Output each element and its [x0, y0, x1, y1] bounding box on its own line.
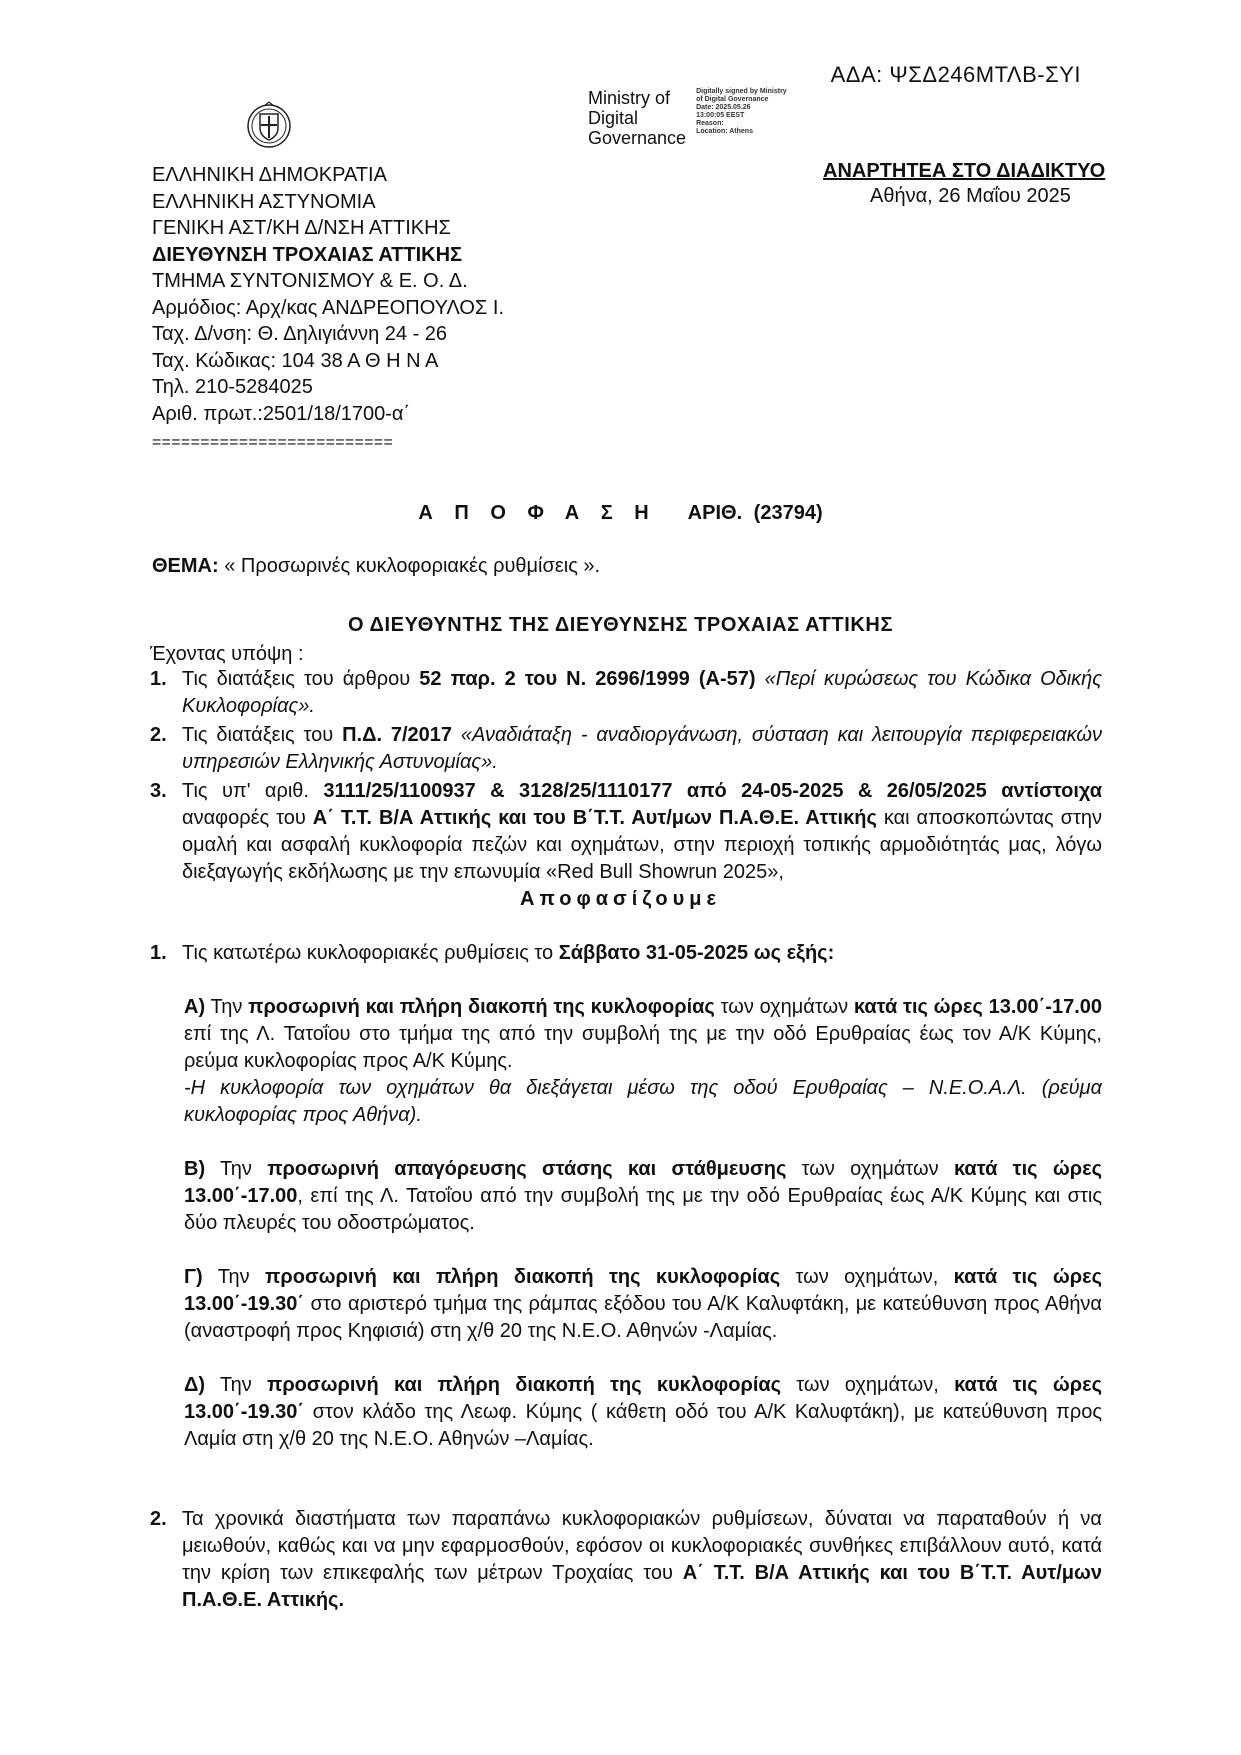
decision-label: Α Π Ο Φ Α Σ Η [418, 502, 654, 524]
having-regard: Έχοντας υπόψη : [150, 643, 304, 665]
text: Τις υπ' αριθ. [182, 780, 324, 802]
ada-code: ΑΔΑ: ΨΣΔ246ΜΤΛΒ-ΣΥΙ [830, 62, 1081, 87]
decision-title [0, 502, 1241, 525]
text: των οχημάτων, [781, 1374, 955, 1396]
signature-detail-line: Digitally signed by Ministry [696, 88, 787, 95]
signature-details [696, 88, 816, 148]
decision-item-2 [150, 1506, 1102, 1614]
bold-text: Α΄ Τ.Τ. Β/Α Αττικής και του Β΄Τ.Τ. Αυτ/μων Π.Α.Θ.Ε. Αττικής [312, 807, 877, 829]
bold-text: Π.Δ. 7/2017 [342, 724, 453, 746]
text: στον κλάδο της Λεωφ. Κύμης ( κάθετη οδό του Α/Κ Καλυφτάκη), με κατεύθυνση προς Λαμία στη χ/θ 20 της Ν.Ε.Ο. Αθηνών –Λαμίας. [184, 1401, 1102, 1450]
text: Την [205, 996, 249, 1018]
measure-c [184, 1264, 1102, 1345]
item-number: 2. [150, 724, 167, 746]
bold-text: κατά τις ώρες 13.00΄-19.30΄ [184, 1374, 1102, 1423]
bold-text: Α΄ Τ.Τ. Β/Α Αττικής και του Β΄Τ.Τ. Αυτ/μων Π.Α.Θ.Ε. Αττικής. [182, 1562, 1103, 1611]
director-title: Ο ΔΙΕΥΘΥΝΤΗΣ ΤΗΣ ΔΙΕΥΘΥΝΣΗΣ ΤΡΟΧΑΙΑΣ ΑΤΤΙΚΗΣ [347, 614, 894, 636]
bold-text: προσωρινή και πλήρη διακοπή της κυκλοφορίας [267, 1374, 782, 1396]
signature-detail-line: 13:00:05 EEST [696, 112, 745, 119]
bold-text: 52 παρ. 2 του Ν. 2696/1999 (Α-57) [419, 668, 756, 690]
text: επί της Λ. Τατοΐου στο τμήμα της από την συμβολή της με την οδό Ερυθραίας έως τον Α/Κ Κύμης, ρεύμα κυκλοφορίας προς Α/Κ Κύμης. [184, 1023, 1102, 1072]
sender-line: ΕΛΛΗΝΙΚΗ ΔΗΜΟΚΡΑΤΙΑ [152, 164, 387, 186]
text: Τα χρονικά διαστήματα των παραπάνω κυκλοφοριακών ρυθμίσεων, δύναται να παραταθούν ή να μειωθούν, καθώς και να μην εφαρμοσθούν, εφόσον οι κυκλοφοριακές συνθήκες επιβάλλουν αυτό, κατά την κρίση των επικεφαλής των μέτρων Τροχαίας του [182, 1508, 1102, 1584]
item-number: 1. [150, 668, 167, 690]
sender-line: Αριθ. πρωτ.:2501/18/1700-α΄ [152, 402, 411, 425]
italic-text: -Η κυκλοφορία των οχημάτων θα διεξάγεται μέσω της οδού Ερυθραίας – Ν.Ε.Ο.Α.Λ. (ρεύμα κυκλοφορίας προς Αθήνα). [184, 1077, 1102, 1126]
sender-line: ΕΛΛΗΝΙΚΗ ΑΣΤΥΝΟΜΙΑ [152, 190, 376, 213]
text: των οχημάτων [786, 1158, 954, 1180]
decision-number: ΑΡΙΘ. (23794) [687, 502, 823, 524]
bold-text: κατά τις ώρες 13.00΄-19.30΄ [184, 1266, 1102, 1315]
consideration-3 [150, 778, 1102, 886]
subject-label: ΘΕΜΑ: [152, 555, 219, 577]
text: των οχημάτων [714, 996, 854, 1018]
signature-org [588, 88, 686, 148]
sender-block [152, 162, 504, 427]
text [756, 668, 765, 690]
subject [152, 555, 600, 578]
bold-text: προσωρινή και πλήρη διακοπή της κυκλοφορίας [248, 996, 715, 1018]
text: Τις κατωτέρω κυκλοφοριακές ρυθμίσεις το [182, 942, 559, 964]
sender-line: Ταχ. Δ/νση: Θ. Δηλιγιάννη 24 - 26 [152, 323, 448, 345]
signature-detail-line: Location: Athens [696, 128, 753, 135]
signature-org-line: Ministry of [588, 88, 671, 108]
sender-line: Ταχ. Κώδικας: 104 38 Α Θ Η Ν Α [152, 349, 439, 372]
item-number: 2. [150, 1508, 167, 1530]
bold-text: κατά τις ώρες 13.00΄-17.00 [184, 1158, 1102, 1207]
decision-item-1 [150, 940, 1102, 967]
measure-d [184, 1372, 1102, 1453]
measure-b [184, 1156, 1102, 1237]
item-number: 1. [150, 942, 167, 964]
separator-line: ========================= [152, 434, 394, 451]
consideration-1 [150, 666, 1102, 720]
text: Την [202, 1266, 266, 1288]
signature-org-line: Governance [588, 128, 687, 148]
consideration-2 [150, 722, 1102, 776]
italic-text: «Περί κυρώσεως του Κώδικα Οδικής Κυκλοφορίας». [182, 668, 1103, 717]
sender-line: ΤΜΗΜΑ ΣΥΝΤΟΝΙΣΜΟΥ & Ε. Ο. Δ. [152, 270, 468, 292]
italic-text: «Αναδιάταξη - αναδιοργάνωση, σύσταση και λειτουργία περιφερειακών υπηρεσιών Ελληνικής Αστυνομίας». [182, 724, 1102, 773]
greek-emblem-icon [244, 100, 294, 150]
text: , επί της Λ. Τατοΐου από την συμβολή της με την οδό Ερυθραίας έως Α/Κ Κύμης και στις δύο πλευρές του οδοστρώματος. [184, 1185, 1102, 1234]
text: Τις διατάξεις του άρθρου [182, 668, 420, 690]
bold-text: κατά τις ώρες 13.00΄-17.00 [853, 996, 1102, 1018]
sender-line: ΓΕΝΙΚΗ ΑΣΤ/ΚΗ Δ/ΝΣΗ ΑΤΤΙΚΗΣ [152, 217, 451, 239]
measure-a [184, 994, 1102, 1129]
we-decide-heading: Αποφασίζουμε [520, 888, 721, 910]
text: Την [205, 1374, 267, 1396]
text: των οχημάτων, [780, 1266, 954, 1288]
bold-text: 3111/25/1100937 & 3128/25/1110177 από 24-05-2025 & 26/05/2025 αντίστοιχα [323, 780, 1102, 802]
sender-line: Τηλ. 210-5284025 [152, 376, 313, 398]
text: στο αριστερό τμήμα της ράμπας εξόδου του Α/Κ Καλυφτάκη, με κατεύθυνση προς Αθήνα (αναστροφή προς Κηφισιά) στη χ/θ 20 της Ν.Ε.Ο. Αθηνών -Λαμίας. [184, 1293, 1102, 1342]
text: Την [205, 1158, 268, 1180]
bold-text: προσωρινή και πλήρη διακοπή της κυκλοφορίας [265, 1266, 781, 1288]
subject-text: « Προσωρινές κυκλοφοριακές ρυθμίσεις ». [224, 555, 601, 577]
signature-detail-line: of Digital Governance [696, 96, 769, 103]
signature-detail-line: Reason: [696, 120, 724, 127]
signature-org-line: Digital [588, 108, 639, 128]
sender-line: Αρμόδιος: Αρχ/κας ΑΝΔΡΕΟΠΟΥΛΟΣ Ι. [152, 296, 505, 319]
document-date: Αθήνα, 26 Μαΐου 2025 [870, 185, 1071, 207]
post-online-notice: ΑΝΑΡΤΗΤΕΑ ΣΤΟ ΔΙΑΔΙΚΤΥΟ [823, 160, 1106, 182]
text: και αποσκοπώντας στην ομαλή και ασφαλή κυκλοφορία πεζών και οχημάτων, στην περιοχή τοπικής αρμοδιότητάς μας, λόγω διεξαγωγής εκδήλωσης με την επωνυμία «Red Bull Showrun 2025», [182, 807, 1102, 883]
sender-line: ΔΙΕΥΘΥΝΣΗ ΤΡΟΧΑΙΑΣ ΑΤΤΙΚΗΣ [152, 243, 463, 266]
text [452, 724, 461, 746]
digital-signature [588, 88, 816, 148]
item-number: 3. [150, 780, 167, 802]
bold-text: Σάββατο 31-05-2025 ως εξής: [558, 942, 835, 964]
measure-letter: Δ) [184, 1374, 206, 1396]
bold-text: προσωρινή απαγόρευσης στάσης και στάθμευσης [267, 1158, 787, 1180]
signature-detail-line: Date: 2025.05.26 [696, 104, 751, 111]
measure-letter: Α) [184, 996, 206, 1018]
text: Τις διατάξεις του [182, 724, 343, 746]
measure-letter: Γ) [184, 1266, 203, 1288]
measure-letter: Β) [184, 1158, 206, 1180]
text: αναφορές του [182, 807, 313, 829]
